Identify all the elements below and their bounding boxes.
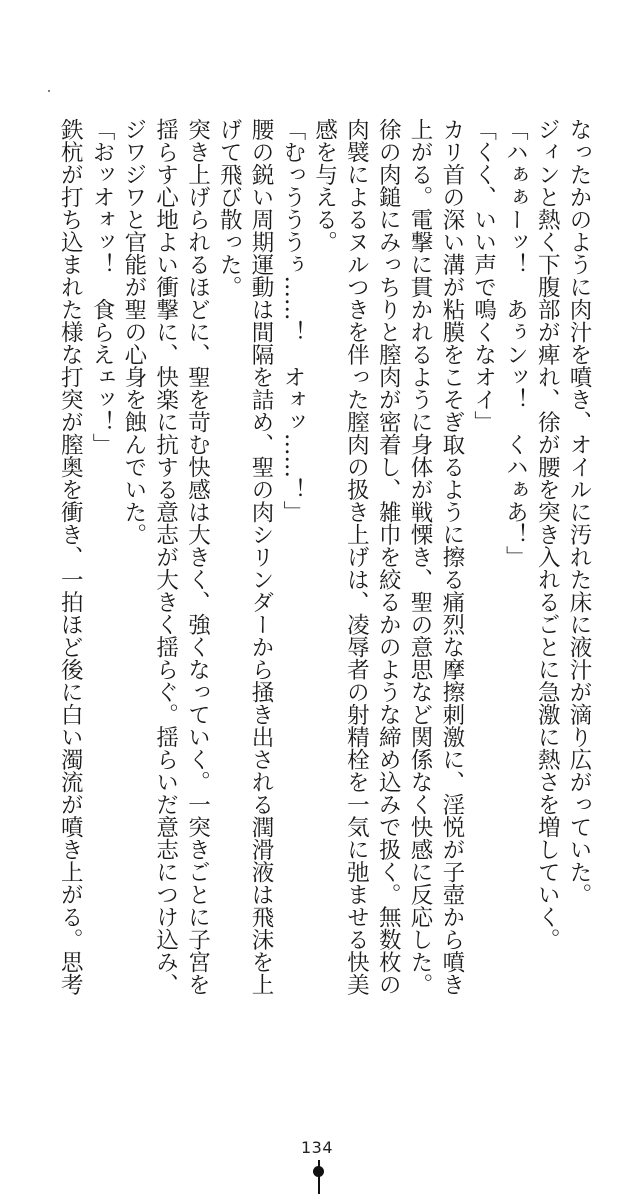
dialogue-line-3: 「むっうううぅ……！ オォッ……！」 — [279, 118, 306, 523]
paragraph-1: なったかのように肉汁を噴き、オイルに汚れた床に液汁が滴り広がっていた。 — [566, 118, 592, 906]
vertical-text-body — [34, 118, 594, 1003]
folio-dot — [313, 1166, 324, 1177]
dialogue-line-2: 「くく、いい声で鳴くなオイ」 — [470, 118, 497, 433]
paragraph-2: ジィンと熱く下腹部が痺れ、徐が腰を突き入れるごとに急激に熱さを増していく。 — [534, 118, 561, 951]
paragraph-5: 腰の鋭い周期運動は間隔を詰め、聖の肉シリンダーから掻き出される潤滑液は飛沫を上げて飛び散った。 — [216, 118, 275, 996]
paragraph-4: 徐の肉鎚にみっちりと膣肉が密着し、雑巾を絞るかのような締め込みで扱く。無数枚の肉襞によるヌルつきを伴った膣肉の扱き上げは、凌辱者の射精栓を一気に弛ませる快美感を与える。 — [311, 118, 402, 996]
paragraph-7: 鉄杭が打ち込まれた様な打突が膣奥を衝き、一拍ほど後に白い濁流が噴き上がる。思考 — [57, 118, 84, 996]
page-number: 134 — [300, 1138, 334, 1157]
dialogue-line-1: 「ハぁぁーッ！ あぅンッ！ くハぁあ！」 — [502, 118, 529, 568]
paragraph-3: カリ首の深い溝が粘膜をこそぎ取るように擦る痛烈な摩擦刺激に、淫悦が子壺から噴き上がる。電撃に貫かれるように身体が戦慄き、聖の意思など関係なく快感に反応した。 — [407, 118, 465, 996]
dialogue-line-4: 「おッオォッ！ 食らえェッ！」 — [89, 118, 116, 456]
paragraph-6: 突き上げられるほどに、聖を苛む快感は大きく、強くなっていく。一突きごとに子宮を揺らす心地よい衝撃に、快楽に抗する意志が大きく揺らぐ。揺らいだ意志につけ込み、ジワジワと官能が聖の心身を蝕んでいた。 — [120, 118, 211, 996]
scan-speck — [48, 90, 50, 92]
